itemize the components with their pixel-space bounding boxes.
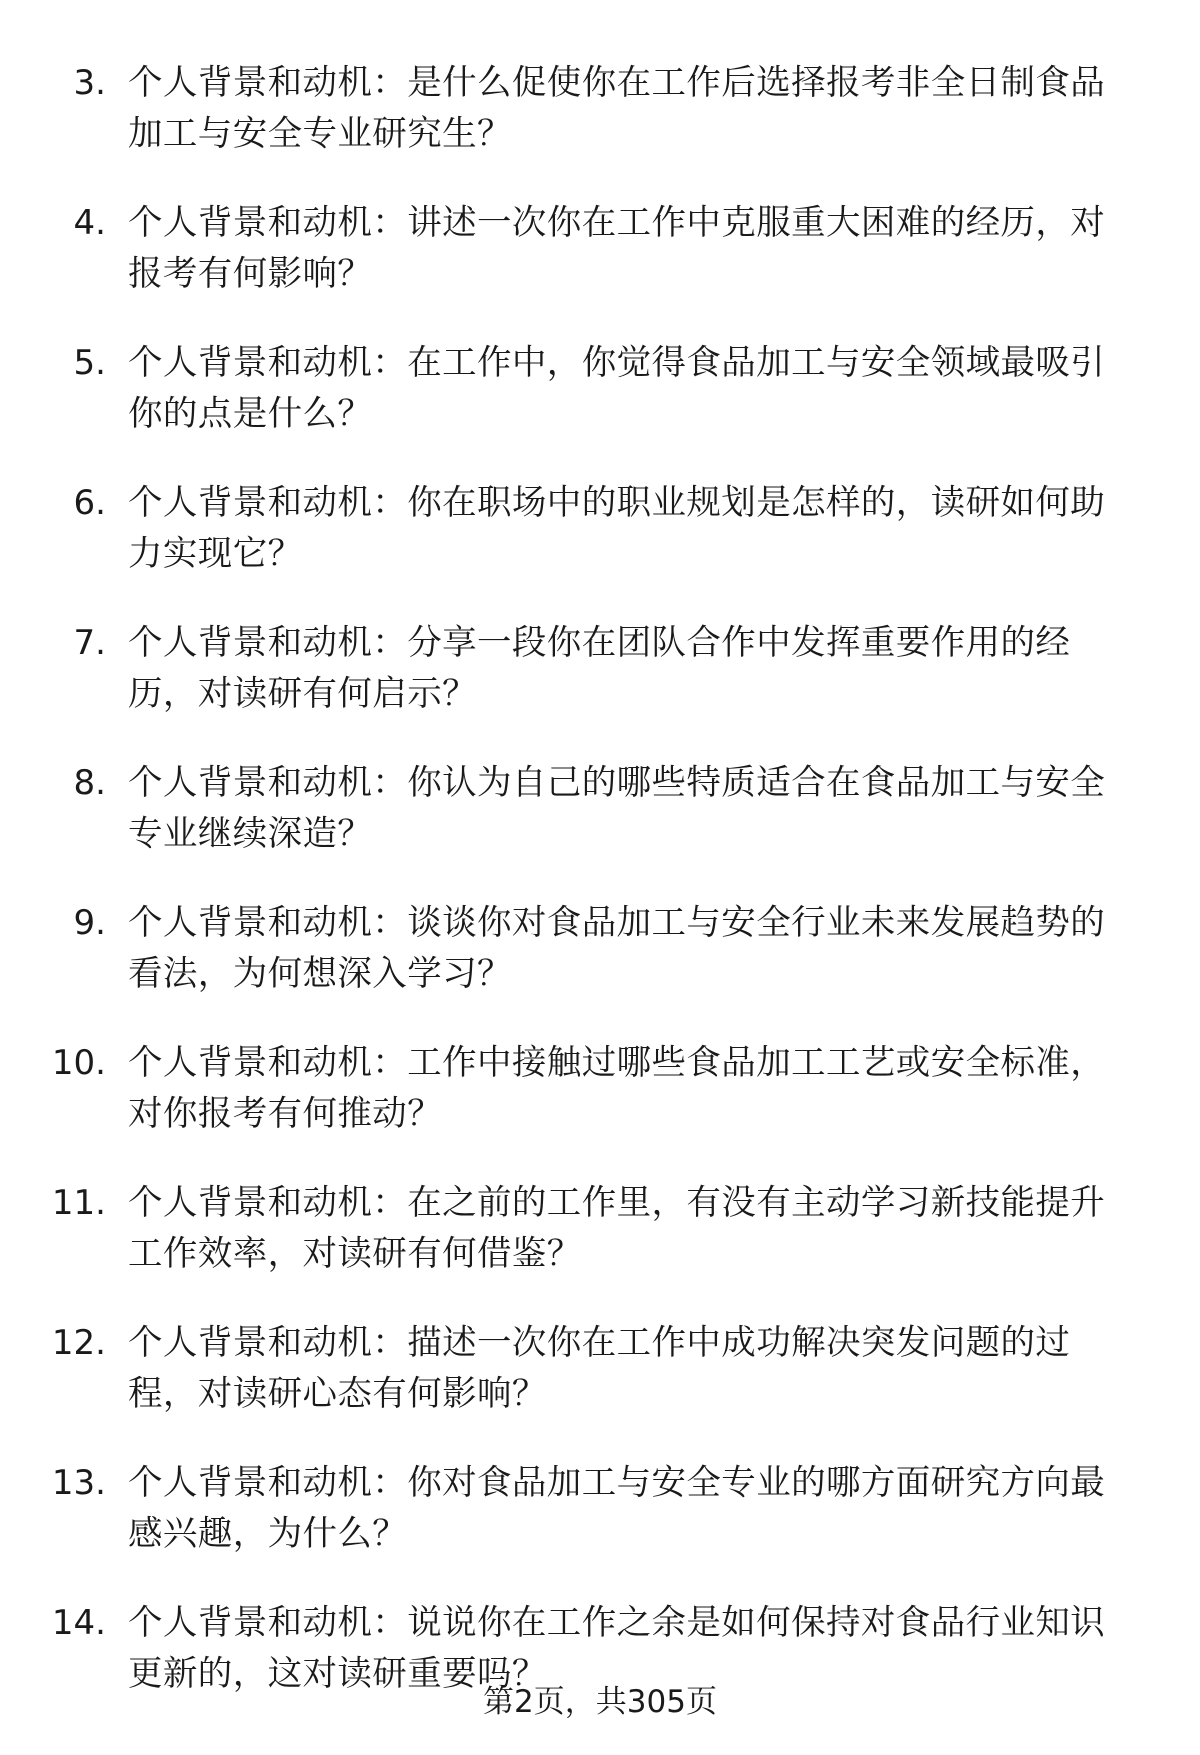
- question-text: 个人背景和动机：你在职场中的职业规划是怎样的，读研如何助力实现它？: [128, 483, 1106, 574]
- question-list: [0, 58, 1200, 1738]
- question-text: 个人背景和动机：在工作中，你觉得食品加工与安全领域最吸引你的点是什么？: [128, 343, 1106, 434]
- list-item: [0, 58, 1200, 198]
- question-text: 个人背景和动机：讲述一次你在工作中克服重大困难的经历，对报考有何影响？: [128, 203, 1106, 294]
- list-item: [0, 1318, 1200, 1458]
- list-item: [0, 198, 1200, 338]
- list-item: [0, 618, 1200, 758]
- question-number: 6.: [73, 483, 106, 523]
- question-number: 8.: [73, 763, 106, 803]
- list-item: [0, 1458, 1200, 1598]
- question-text: 个人背景和动机：是什么促使你在工作后选择报考非全日制食品加工与安全专业研究生？: [128, 63, 1106, 154]
- question-number: 12.: [51, 1323, 106, 1363]
- list-item: [0, 478, 1200, 618]
- question-number: 3.: [73, 63, 106, 103]
- question-text: 个人背景和动机：说说你在工作之余是如何保持对食品行业知识更新的，这对读研重要吗？: [128, 1603, 1106, 1694]
- question-text: 个人背景和动机：在之前的工作里，有没有主动学习新技能提升工作效率，对读研有何借鉴？: [128, 1183, 1106, 1274]
- list-item: [0, 1178, 1200, 1318]
- list-item: [0, 1038, 1200, 1178]
- list-item: [0, 338, 1200, 478]
- question-number: 9.: [73, 903, 106, 943]
- question-number: 10.: [51, 1043, 106, 1083]
- question-text: 个人背景和动机：你认为自己的哪些特质适合在食品加工与安全专业继续深造？: [128, 763, 1106, 854]
- page-number-footer: 第2页，共305页: [483, 1684, 717, 1720]
- question-number: 14.: [51, 1603, 106, 1643]
- question-text: 个人背景和动机：工作中接触过哪些食品加工工艺或安全标准，对你报考有何推动？: [128, 1043, 1106, 1134]
- list-item: [0, 758, 1200, 898]
- question-text: 个人背景和动机：分享一段你在团队合作中发挥重要作用的经历，对读研有何启示？: [128, 623, 1071, 714]
- question-number: 5.: [73, 343, 106, 383]
- question-number: 7.: [73, 623, 106, 663]
- question-text: 个人背景和动机：谈谈你对食品加工与安全行业未来发展趋势的看法，为何想深入学习？: [128, 903, 1106, 994]
- question-number: 4.: [73, 203, 106, 243]
- list-item: [0, 898, 1200, 1038]
- question-text: 个人背景和动机：描述一次你在工作中成功解决突发问题的过程，对读研心态有何影响？: [128, 1323, 1071, 1414]
- question-text: 个人背景和动机：你对食品加工与安全专业的哪方面研究方向最感兴趣，为什么？: [128, 1463, 1106, 1554]
- question-number: 11.: [51, 1183, 106, 1223]
- question-number: 13.: [51, 1463, 106, 1503]
